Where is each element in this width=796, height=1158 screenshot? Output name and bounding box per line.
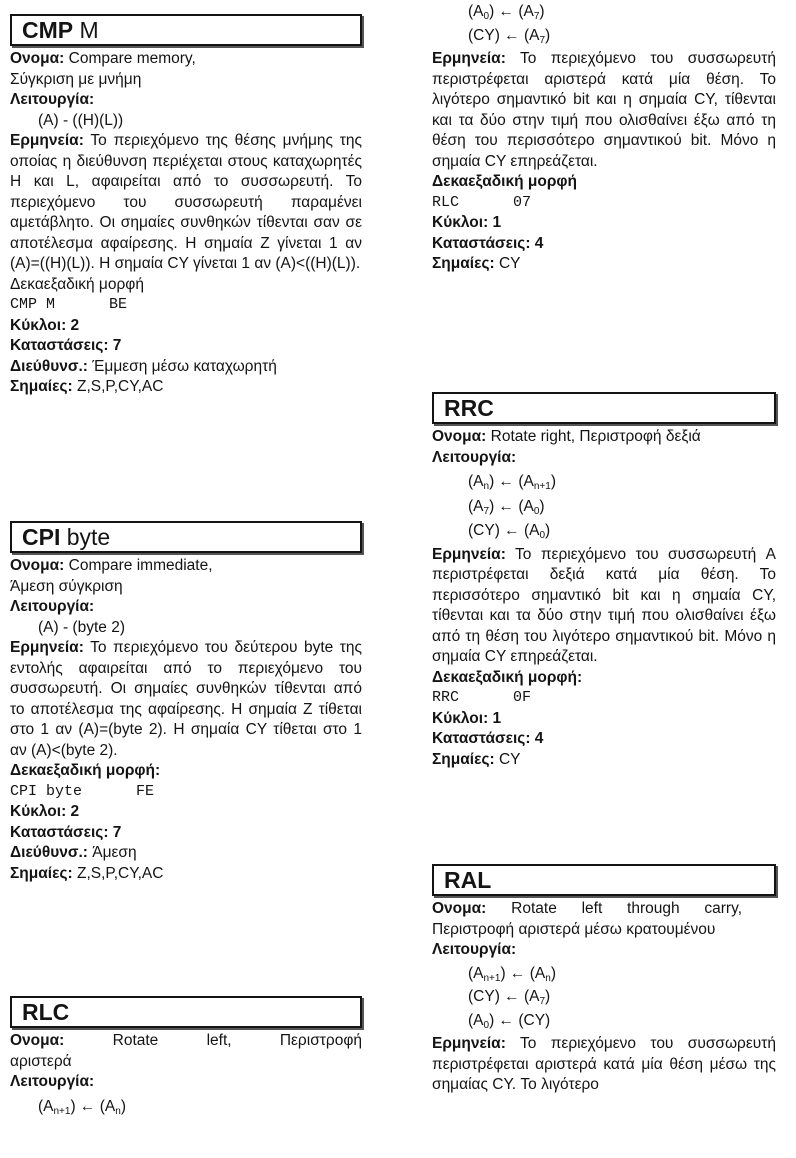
rrc-formula-3: (CY) ← $(A_0)$: [468, 522, 551, 541]
hex-value: FE: [136, 782, 155, 800]
instruction-header: [432, 392, 776, 424]
instruction-rrc: RRC Ονομα: Rotate right, Περιστροφή δεξιά Λειτουργία: $(A_n)$ ← $(A_{n+1})$ $(A_7)$ ← $(A_0)$ (CY) ← $(A_0)$ Ερμηνεία: Το περιεχόμενο του συσσωρευτή A περιστρέφεται δεξιά κατά μία θέση. Το περισσότερο σημαντικό bit και η σημαία CY, τίθενται και τα δύο στην τιμή που ολισθαίνει έξω από τη θέση του λιγότερο σημαντικού bit. Μόνο η σημαία CY επηρεάζεται. Δεκαεξαδική μορφή: RRC 0F Κύκλοι: 1 Καταστάσεις: 4 Σημαίες: CY: [432, 392, 776, 770]
states-value: 4: [534, 730, 544, 747]
mnemonic: CMP: [22, 17, 74, 43]
name-value: Compare immediate,: [68, 557, 213, 574]
name-value: Rotate left through carry, Περιστροφή αριστερά μέσω κρατουμένου: [432, 900, 743, 938]
mnemonic: RAL: [444, 867, 492, 893]
cycles-label: Κύκλοι: [10, 316, 62, 334]
explanation-label: Ερμηνεία: [10, 639, 79, 656]
rrc-formula-2: $(A_7)$ ← $(A_0)$: [468, 497, 545, 517]
flags-label: Σημαίες: [10, 378, 68, 395]
instruction-header: [10, 996, 362, 1028]
cycles-value: 1: [492, 214, 502, 231]
cycles-label: Κύκλοι: [432, 214, 484, 231]
ral-formula-1: $(A_{n+1})$ ← $(A_n)$: [468, 964, 556, 984]
hex-value: BE: [109, 296, 128, 313]
addressing-value: Έμμεση μέσω καταχωρητή: [92, 357, 277, 375]
hex-value: 0F: [513, 689, 532, 706]
cycles-value: 2: [70, 316, 80, 334]
flags-value: Z,S,P,CY,AC: [76, 378, 164, 395]
addressing-label: Διεύθυνσ.: [10, 844, 83, 861]
operand: M: [79, 17, 99, 43]
hex-form-label: Δεκαεξαδική μορφή:: [432, 668, 583, 686]
name-value: Rotate right, Περιστροφή δεξιά: [490, 428, 701, 445]
hex-code: [432, 688, 776, 709]
name-label: Ονομα: [432, 428, 482, 445]
operation-label: Λειτουργία:: [10, 1073, 95, 1090]
operation-formula: (A) - ((H)(L)): [38, 111, 124, 129]
name-value-greek: Σύγκριση με μνήμη: [10, 70, 142, 88]
name-value-greek: αριστερά: [10, 1052, 72, 1070]
explanation-label: Ερμηνεία: [432, 1035, 501, 1052]
operation-formula: (A) - (byte 2): [38, 618, 125, 636]
hex-mnemonic: CPI byte: [10, 782, 83, 800]
name-label: Ονομα: [432, 900, 482, 917]
explanation-label: Ερμηνεία: [10, 132, 79, 149]
flags-value: Z,S,P,CY,AC: [76, 864, 164, 882]
instruction-header: [10, 521, 362, 553]
states-label: Καταστάσεις: [10, 337, 104, 354]
explanation-text: Το περιεχόμενο του συσσωρευτή A περιστρέφεται δεξιά κατά μία θέση. Το περισσότερο σημαντικό bit και η σημαία CY, τίθενται και τα δύο στην τιμή που ολισθαίνει έξω από τη θέση του λιγότερο σημαντικού bit. Μόνο η σημαία CY επηρεάζεται.: [432, 545, 777, 665]
cycles-label: Κύκλοι: [10, 803, 62, 820]
instruction-header: [10, 14, 362, 46]
flags-value: CY: [498, 255, 521, 272]
name-value: Rotate left, Περιστροφή: [112, 1032, 362, 1049]
states-value: 7: [112, 337, 122, 354]
hex-mnemonic: RLC: [432, 193, 460, 211]
operation-label: Λειτουργία:: [432, 448, 517, 466]
hex-code: [10, 295, 362, 316]
states-label: Καταστάσεις: [432, 730, 526, 747]
instruction-rlc-continued: $(A_0)$ ← $(A_7)$ (CY) ← $(A_7)$ Ερμηνεία: Το περιεχόμενο του συσσωρευτή περιστρέφεται αριστερά κατά μία θέση. Το λιγότερο σημαντικό bit και η σημαία CY, τίθενται και τα δύο στην τιμή που ολισθαίνει έξω από τη θέση του περισσότερο σημαντικού bit. Μόνο η σημαία CY επηρεάζεται. Δεκαεξαδική μορφή RLC 07 Κύκλοι: 1 Καταστάσεις: 4 Σημαίες: CY: [432, 3, 776, 272]
operand: byte: [66, 524, 111, 550]
explanation-label: Ερμηνεία: [432, 545, 501, 563]
hex-form-label: Δεκαεξαδική μορφή: [10, 275, 144, 293]
instruction-rlc: RLC Ονομα: Rotate left, Περιστροφή αριστερά Λειτουργία: $(A_{n+1})$ ← $(A_n)$: [10, 996, 362, 1117]
rlc-formula-2: $(A_0)$ ← $(A_7)$: [468, 3, 545, 22]
name-value-greek: Άμεση σύγκριση: [10, 577, 123, 595]
addressing-value: Άμεση: [92, 844, 137, 861]
states-value: 7: [112, 823, 122, 841]
instruction-header: [432, 864, 776, 896]
flags-label: Σημαίες: [10, 864, 68, 882]
flags-label: Σημαίες: [432, 255, 490, 272]
hex-value: 07: [513, 193, 532, 211]
hex-form-label: Δεκαεξαδική μορφή: [432, 173, 577, 190]
states-value: 4: [534, 234, 544, 252]
ral-formula-3: $(A_0)$ ← (CY): [468, 1011, 551, 1031]
flags-label: Σημαίες: [432, 750, 490, 768]
hex-form-label: Δεκαεξαδική μορφή:: [10, 762, 161, 779]
operation-label: Λειτουργία:: [10, 91, 95, 108]
name-label: Ονομα: [10, 1032, 60, 1049]
rlc-formula-1: $(A_{n+1})$ ← $(A_n)$: [38, 1097, 126, 1117]
instruction-cmp-m: CMP M Ονομα: Compare memory, Σύγκριση με μνήμη Λειτουργία: (A) - ((H)(L)) Ερμηνεία: Το περιεχόμενο της θέσης μνήμης της οποίας η διεύθυνση περιέχεται στους καταχωρητές H και L, αφαιρείται από το συσσωρευτή. Το περιεχόμενο του συσσωρευτή παραμένει αμετάβλητο. Οι σημαίες συνθηκών τίθενται σαν σε αποτέλεσμα αφαίρεσης. Η σημαία Z γίνεται 1 αν (A)=((H)(L)). Η σημαία CY γίνεται 1 αν (A)<((H)(L)). Δεκαεξαδική μορφή CMP M BE Κύκλοι: 2 Καταστάσεις: 7 Διεύθυνσ.: Έμμεση μέσω καταχωρητή Σημαίες: Z,S,P,CY,AC: [10, 14, 362, 398]
explanation-text: Το περιεχόμενο της θέσης μνήμης της οποίας η διεύθυνση περιέχεται στους καταχωρητές H και L, αφαιρείται από το συσσωρευτή. Το περιεχόμενο του συσσωρευτή παραμένει αμετάβλητο. Οι σημαίες συνθηκών τίθενται σαν σε αποτέλεσμα αφαίρεσης. Η σημαία Z γίνεται 1 αν (A)=((H)(L)). Η σημαία CY γίνεται 1 αν (A)<((H)(L)).: [10, 132, 362, 272]
states-label: Καταστάσεις: [10, 823, 104, 841]
explanation-text: Το περιεχόμενο του συσσωρευτή περιστρέφεται αριστερά κατά μία θέση μέσω της σημαίας CY. Το λιγότερο: [432, 1035, 776, 1093]
addressing-label: Διεύθυνσ.: [10, 357, 83, 375]
operation-label: Λειτουργία:: [432, 941, 517, 958]
name-label: Ονομα: [10, 50, 60, 67]
hex-mnemonic: CMP M: [10, 296, 56, 313]
states-label: Καταστάσεις: [432, 234, 526, 252]
explanation-text: Το περιεχόμενο του συσσωρευτή περιστρέφεται αριστερά κατά μία θέση. Το λιγότερο σημαντικό bit και η σημαία CY, τίθενται και τα δύο στην τιμή που ολισθαίνει έξω από τη θέση του περισσότερο σημαντικού bit. Μόνο η σημαία CY επηρεάζεται.: [432, 50, 776, 170]
mnemonic: RRC: [444, 395, 494, 421]
hex-code: [10, 782, 362, 803]
explanation-label: Ερμηνεία: [432, 50, 501, 67]
cycles-label: Κύκλοι: [432, 709, 484, 727]
hex-mnemonic: RRC: [432, 689, 460, 706]
cycles-value: 2: [70, 803, 80, 820]
instruction-ral: RAL Ονομα: Rotate left through carry, Περιστροφή αριστερά μέσω κρατουμένου Λειτουργία: $(A_{n+1})$ ← $(A_n)$ (CY) ← $(A_7)$ $(A_0)$ ← (CY) Ερμηνεία: Το περιεχόμενο του συσσωρευτή περιστρέφεται αριστερά κατά μία θέση μέσω της σημαίας CY. Το λιγότερο: [432, 864, 776, 1096]
mnemonic: RLC: [22, 999, 70, 1025]
hex-code: [432, 193, 776, 214]
name-value: Compare memory,: [68, 50, 196, 67]
ral-formula-2: (CY) ← $(A_7)$: [468, 988, 551, 1007]
flags-value: CY: [498, 750, 521, 768]
cycles-value: 1: [492, 709, 502, 727]
rlc-formula-3: (CY) ← $(A_7)$: [468, 26, 551, 46]
name-label: Ονομα: [10, 557, 60, 574]
operation-label: Λειτουργία:: [10, 598, 95, 615]
mnemonic: CPI: [22, 524, 61, 550]
rrc-formula-1: $(A_n)$ ← $(A_{n+1})$: [468, 473, 556, 492]
explanation-text: Το περιεχόμενο του δεύτερου byte της εντολής αφαιρείται από το περιεχόμενο του συσσωρευτή. Οι σημαίες συνθηκών τίθενται από το αποτέλεσμα της αφαίρεσης. Η σημαία Z τίθεται στο 1 αν (A)=(byte 2). Η σημαία CY τίθεται στο 1 αν (A)<(byte 2).: [10, 639, 363, 759]
instruction-cpi: CPI byte Ονομα: Compare immediate, Άμεση σύγκριση Λειτουργία: (A) - (byte 2) Ερμηνεία: Το περιεχόμενο του δεύτερου byte της εντολής αφαιρείται από το περιεχόμενο του συσσωρευτή. Οι σημαίες συνθηκών τίθενται από το αποτέλεσμα της αφαίρεσης. Η σημαία Z τίθεται στο 1 αν (A)=(byte 2). Η σημαία CY τίθεται στο 1 αν (A)<(byte 2). Δεκαεξαδική μορφή: CPI byte FE Κύκλοι: 2 Καταστάσεις: 7 Διεύθυνσ.: Άμεση Σημαίες: Z,S,P,CY,AC: [10, 521, 362, 884]
